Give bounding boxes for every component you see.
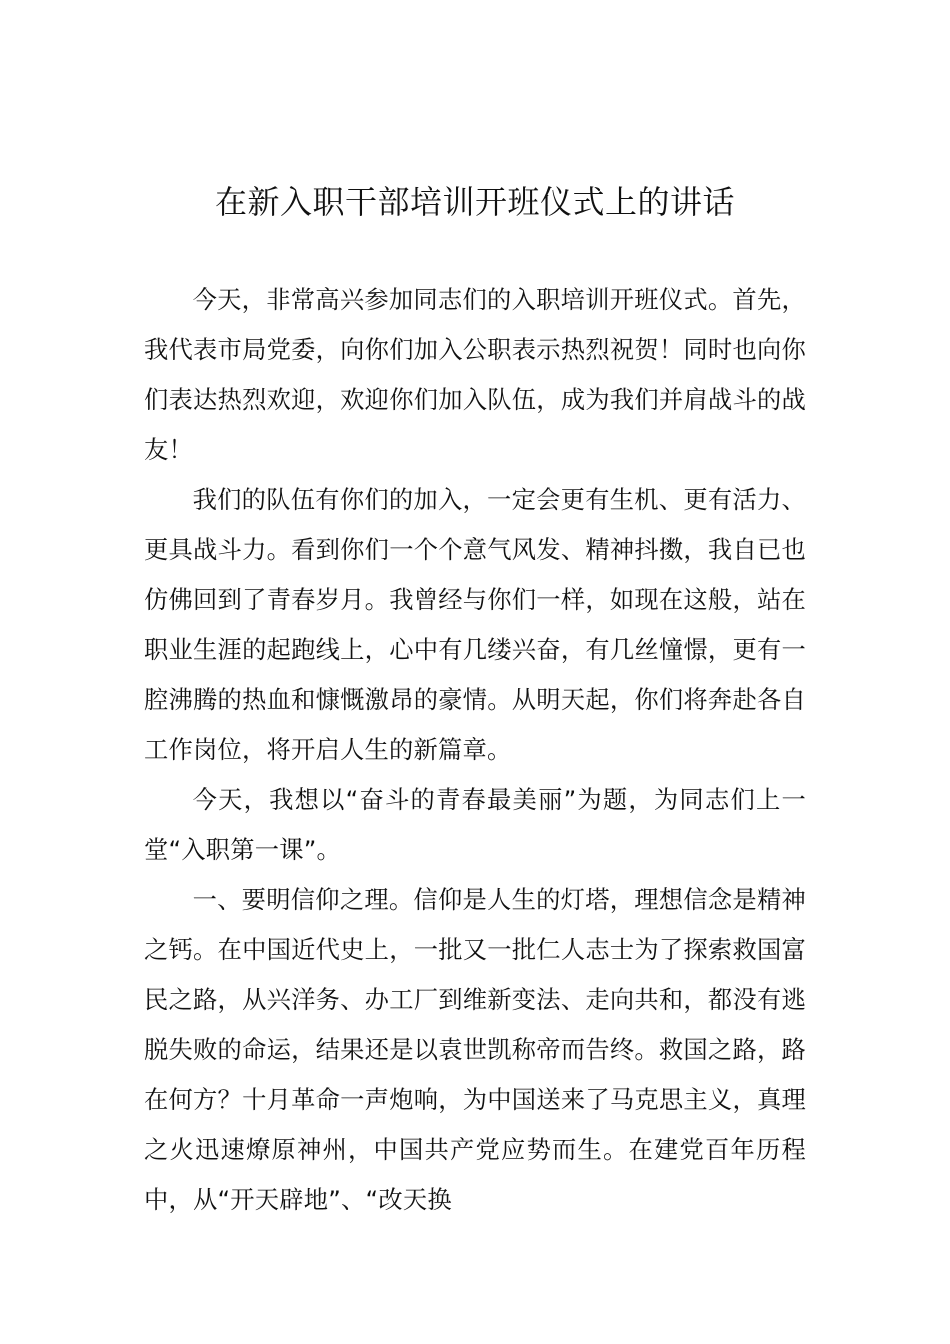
paragraph-welcome: 我们的队伍有你们的加入，一定会更有生机、更有活力、更具战斗力。看到你们一个个意气风发、精神抖擞，我自已也仿佛回到了青春岁月。我曾经与你们一样，如现在这般，站在职业生涯的起跑线上，心中有几缕兴奋，有几丝憧憬，更有一腔沸腾的热血和慷慨激昂的豪情。从明天起，你们将奔赴各自工作岗位，将开启人生的新篇章。 <box>144 485 806 764</box>
document-body <box>144 275 806 1225</box>
paragraph-section-one: 一、要明信仰之理。信仰是人生的灯塔，理想信念是精神之钙。在中国近代史上，一批又一批仁人志士为了探索救国富民之路，从兴洋务、办工厂到维新变法、走向共和，都没有逃脱失败的命运，结果还是以袁世凯称帝而告终。救国之路，路在何方？十月革命一声炮响，为中国送来了马克思主义，真理之火迅速燎原神州，中国共产党应势而生。在建党百年历程中，从“开天辟地”、“改天换 <box>144 885 806 1214</box>
paragraph-topic: 今天，我想以“奋斗的青春最美丽”为题，为同志们上一堂“入职第一课”。 <box>144 785 806 864</box>
document-title: 在新入职干部培训开班仪式上的讲话 <box>214 183 735 221</box>
paragraph-greeting: 今天，非常高兴参加同志们的入职培训开班仪式。首先，我代表市局党委，向你们加入公职表示热烈祝贺！同时也向你们表达热烈欢迎，欢迎你们加入队伍，成为我们并肩战斗的战友！ <box>144 285 806 464</box>
